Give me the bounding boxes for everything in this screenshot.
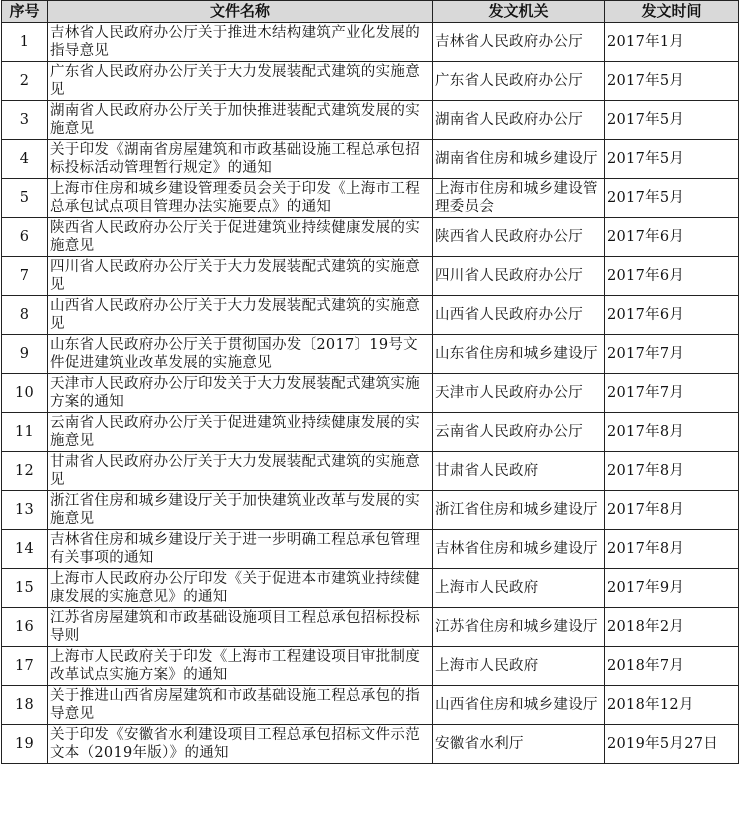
cell-serial-number: 16 xyxy=(2,608,48,647)
table-row xyxy=(2,413,739,452)
table-row xyxy=(2,725,739,764)
table-row xyxy=(2,23,739,62)
cell-issue-date: 2018年7月 xyxy=(605,647,739,686)
cell-issue-date: 2017年5月 xyxy=(605,101,739,140)
cell-serial-number: 18 xyxy=(2,686,48,725)
table-row xyxy=(2,101,739,140)
cell-issuing-authority: 甘肃省人民政府 xyxy=(433,452,605,491)
cell-issuing-authority: 广东省人民政府办公厅 xyxy=(433,62,605,101)
cell-document-title: 上海市人民政府关于印发《上海市工程建设项目审批制度改革试点实施方案》的通知 xyxy=(48,647,433,686)
cell-document-title: 关于印发《安徽省水利建设项目工程总承包招标文件示范文本（2019年版）》的通知 xyxy=(48,725,433,764)
table-row xyxy=(2,62,739,101)
table-row xyxy=(2,647,739,686)
table-row xyxy=(2,335,739,374)
cell-issue-date: 2017年7月 xyxy=(605,374,739,413)
cell-document-title: 上海市住房和城乡建设管理委员会关于印发《上海市工程总承包试点项目管理办法实施要点》的通知 xyxy=(48,179,433,218)
cell-document-title: 吉林省住房和城乡建设厅关于进一步明确工程总承包管理有关事项的通知 xyxy=(48,530,433,569)
cell-issue-date: 2019年5月27日 xyxy=(605,725,739,764)
cell-issuing-authority: 上海市人民政府 xyxy=(433,647,605,686)
cell-document-title: 吉林省人民政府办公厅关于推进木结构建筑产业化发展的指导意见 xyxy=(48,23,433,62)
cell-issue-date: 2017年6月 xyxy=(605,296,739,335)
cell-issuing-authority: 江苏省住房和城乡建设厅 xyxy=(433,608,605,647)
cell-serial-number: 3 xyxy=(2,101,48,140)
cell-issuing-authority: 云南省人民政府办公厅 xyxy=(433,413,605,452)
documents-table xyxy=(1,0,739,764)
cell-issue-date: 2018年12月 xyxy=(605,686,739,725)
cell-issue-date: 2017年9月 xyxy=(605,569,739,608)
cell-issuing-authority: 天津市人民政府办公厅 xyxy=(433,374,605,413)
cell-serial-number: 11 xyxy=(2,413,48,452)
cell-document-title: 四川省人民政府办公厅关于大力发展装配式建筑的实施意见 xyxy=(48,257,433,296)
cell-serial-number: 7 xyxy=(2,257,48,296)
cell-document-title: 上海市人民政府办公厅印发《关于促进本市建筑业持续健康发展的实施意见》的通知 xyxy=(48,569,433,608)
cell-serial-number: 4 xyxy=(2,140,48,179)
cell-serial-number: 6 xyxy=(2,218,48,257)
cell-issuing-authority: 陕西省人民政府办公厅 xyxy=(433,218,605,257)
table-row xyxy=(2,140,739,179)
cell-issuing-authority: 浙江省住房和城乡建设厅 xyxy=(433,491,605,530)
table-row xyxy=(2,569,739,608)
cell-issuing-authority: 上海市人民政府 xyxy=(433,569,605,608)
header-serial-number: 序号 xyxy=(2,1,48,23)
header-row xyxy=(2,1,739,23)
cell-issue-date: 2017年5月 xyxy=(605,62,739,101)
cell-document-title: 广东省人民政府办公厅关于大力发展装配式建筑的实施意见 xyxy=(48,62,433,101)
cell-serial-number: 1 xyxy=(2,23,48,62)
cell-issuing-authority: 湖南省住房和城乡建设厅 xyxy=(433,140,605,179)
cell-serial-number: 12 xyxy=(2,452,48,491)
table-row xyxy=(2,374,739,413)
cell-document-title: 江苏省房屋建筑和市政基础设施项目工程总承包招标投标导则 xyxy=(48,608,433,647)
cell-issue-date: 2017年8月 xyxy=(605,452,739,491)
table-row xyxy=(2,179,739,218)
cell-document-title: 关于推进山西省房屋建筑和市政基础设施工程总承包的指导意见 xyxy=(48,686,433,725)
cell-issue-date: 2017年5月 xyxy=(605,140,739,179)
cell-document-title: 湖南省人民政府办公厅关于加快推进装配式建筑发展的实施意见 xyxy=(48,101,433,140)
table-row xyxy=(2,296,739,335)
cell-issuing-authority: 山西省人民政府办公厅 xyxy=(433,296,605,335)
cell-document-title: 陕西省人民政府办公厅关于促进建筑业持续健康发展的实施意见 xyxy=(48,218,433,257)
table-row xyxy=(2,608,739,647)
cell-issue-date: 2017年6月 xyxy=(605,218,739,257)
table-row xyxy=(2,686,739,725)
cell-serial-number: 9 xyxy=(2,335,48,374)
cell-issuing-authority: 吉林省住房和城乡建设厅 xyxy=(433,530,605,569)
cell-document-title: 关于印发《湖南省房屋建筑和市政基础设施工程总承包招标投标活动管理暂行规定》的通知 xyxy=(48,140,433,179)
cell-document-title: 浙江省住房和城乡建设厅关于加快建筑业改革与发展的实施意见 xyxy=(48,491,433,530)
cell-serial-number: 15 xyxy=(2,569,48,608)
table-body xyxy=(2,23,739,764)
cell-serial-number: 2 xyxy=(2,62,48,101)
cell-issuing-authority: 四川省人民政府办公厅 xyxy=(433,257,605,296)
cell-issue-date: 2018年2月 xyxy=(605,608,739,647)
cell-document-title: 天津市人民政府办公厅印发关于大力发展装配式建筑实施方案的通知 xyxy=(48,374,433,413)
header-document-title: 文件名称 xyxy=(48,1,433,23)
cell-serial-number: 8 xyxy=(2,296,48,335)
cell-document-title: 云南省人民政府办公厅关于促进建筑业持续健康发展的实施意见 xyxy=(48,413,433,452)
cell-document-title: 山东省人民政府办公厅关于贯彻国办发〔2017〕19号文件促进建筑业改革发展的实施意见 xyxy=(48,335,433,374)
cell-issuing-authority: 湖南省人民政府办公厅 xyxy=(433,101,605,140)
table-row xyxy=(2,218,739,257)
cell-serial-number: 13 xyxy=(2,491,48,530)
cell-issuing-authority: 上海市住房和城乡建设管理委员会 xyxy=(433,179,605,218)
cell-serial-number: 17 xyxy=(2,647,48,686)
cell-serial-number: 19 xyxy=(2,725,48,764)
header-issue-date: 发文时间 xyxy=(605,1,739,23)
table-row xyxy=(2,491,739,530)
cell-document-title: 甘肃省人民政府办公厅关于大力发展装配式建筑的实施意见 xyxy=(48,452,433,491)
cell-issuing-authority: 山东省住房和城乡建设厅 xyxy=(433,335,605,374)
cell-issuing-authority: 山西省住房和城乡建设厅 xyxy=(433,686,605,725)
cell-issue-date: 2017年1月 xyxy=(605,23,739,62)
cell-issue-date: 2017年6月 xyxy=(605,257,739,296)
cell-issue-date: 2017年8月 xyxy=(605,413,739,452)
cell-issue-date: 2017年7月 xyxy=(605,335,739,374)
cell-issue-date: 2017年8月 xyxy=(605,530,739,569)
table-row xyxy=(2,530,739,569)
cell-document-title: 山西省人民政府办公厅关于大力发展装配式建筑的实施意见 xyxy=(48,296,433,335)
cell-issuing-authority: 安徽省水利厅 xyxy=(433,725,605,764)
table-row xyxy=(2,452,739,491)
table-row xyxy=(2,257,739,296)
cell-serial-number: 5 xyxy=(2,179,48,218)
cell-serial-number: 14 xyxy=(2,530,48,569)
header-issuing-authority: 发文机关 xyxy=(433,1,605,23)
cell-issue-date: 2017年5月 xyxy=(605,179,739,218)
cell-serial-number: 10 xyxy=(2,374,48,413)
cell-issuing-authority: 吉林省人民政府办公厅 xyxy=(433,23,605,62)
table-header xyxy=(2,1,739,23)
cell-issue-date: 2017年8月 xyxy=(605,491,739,530)
